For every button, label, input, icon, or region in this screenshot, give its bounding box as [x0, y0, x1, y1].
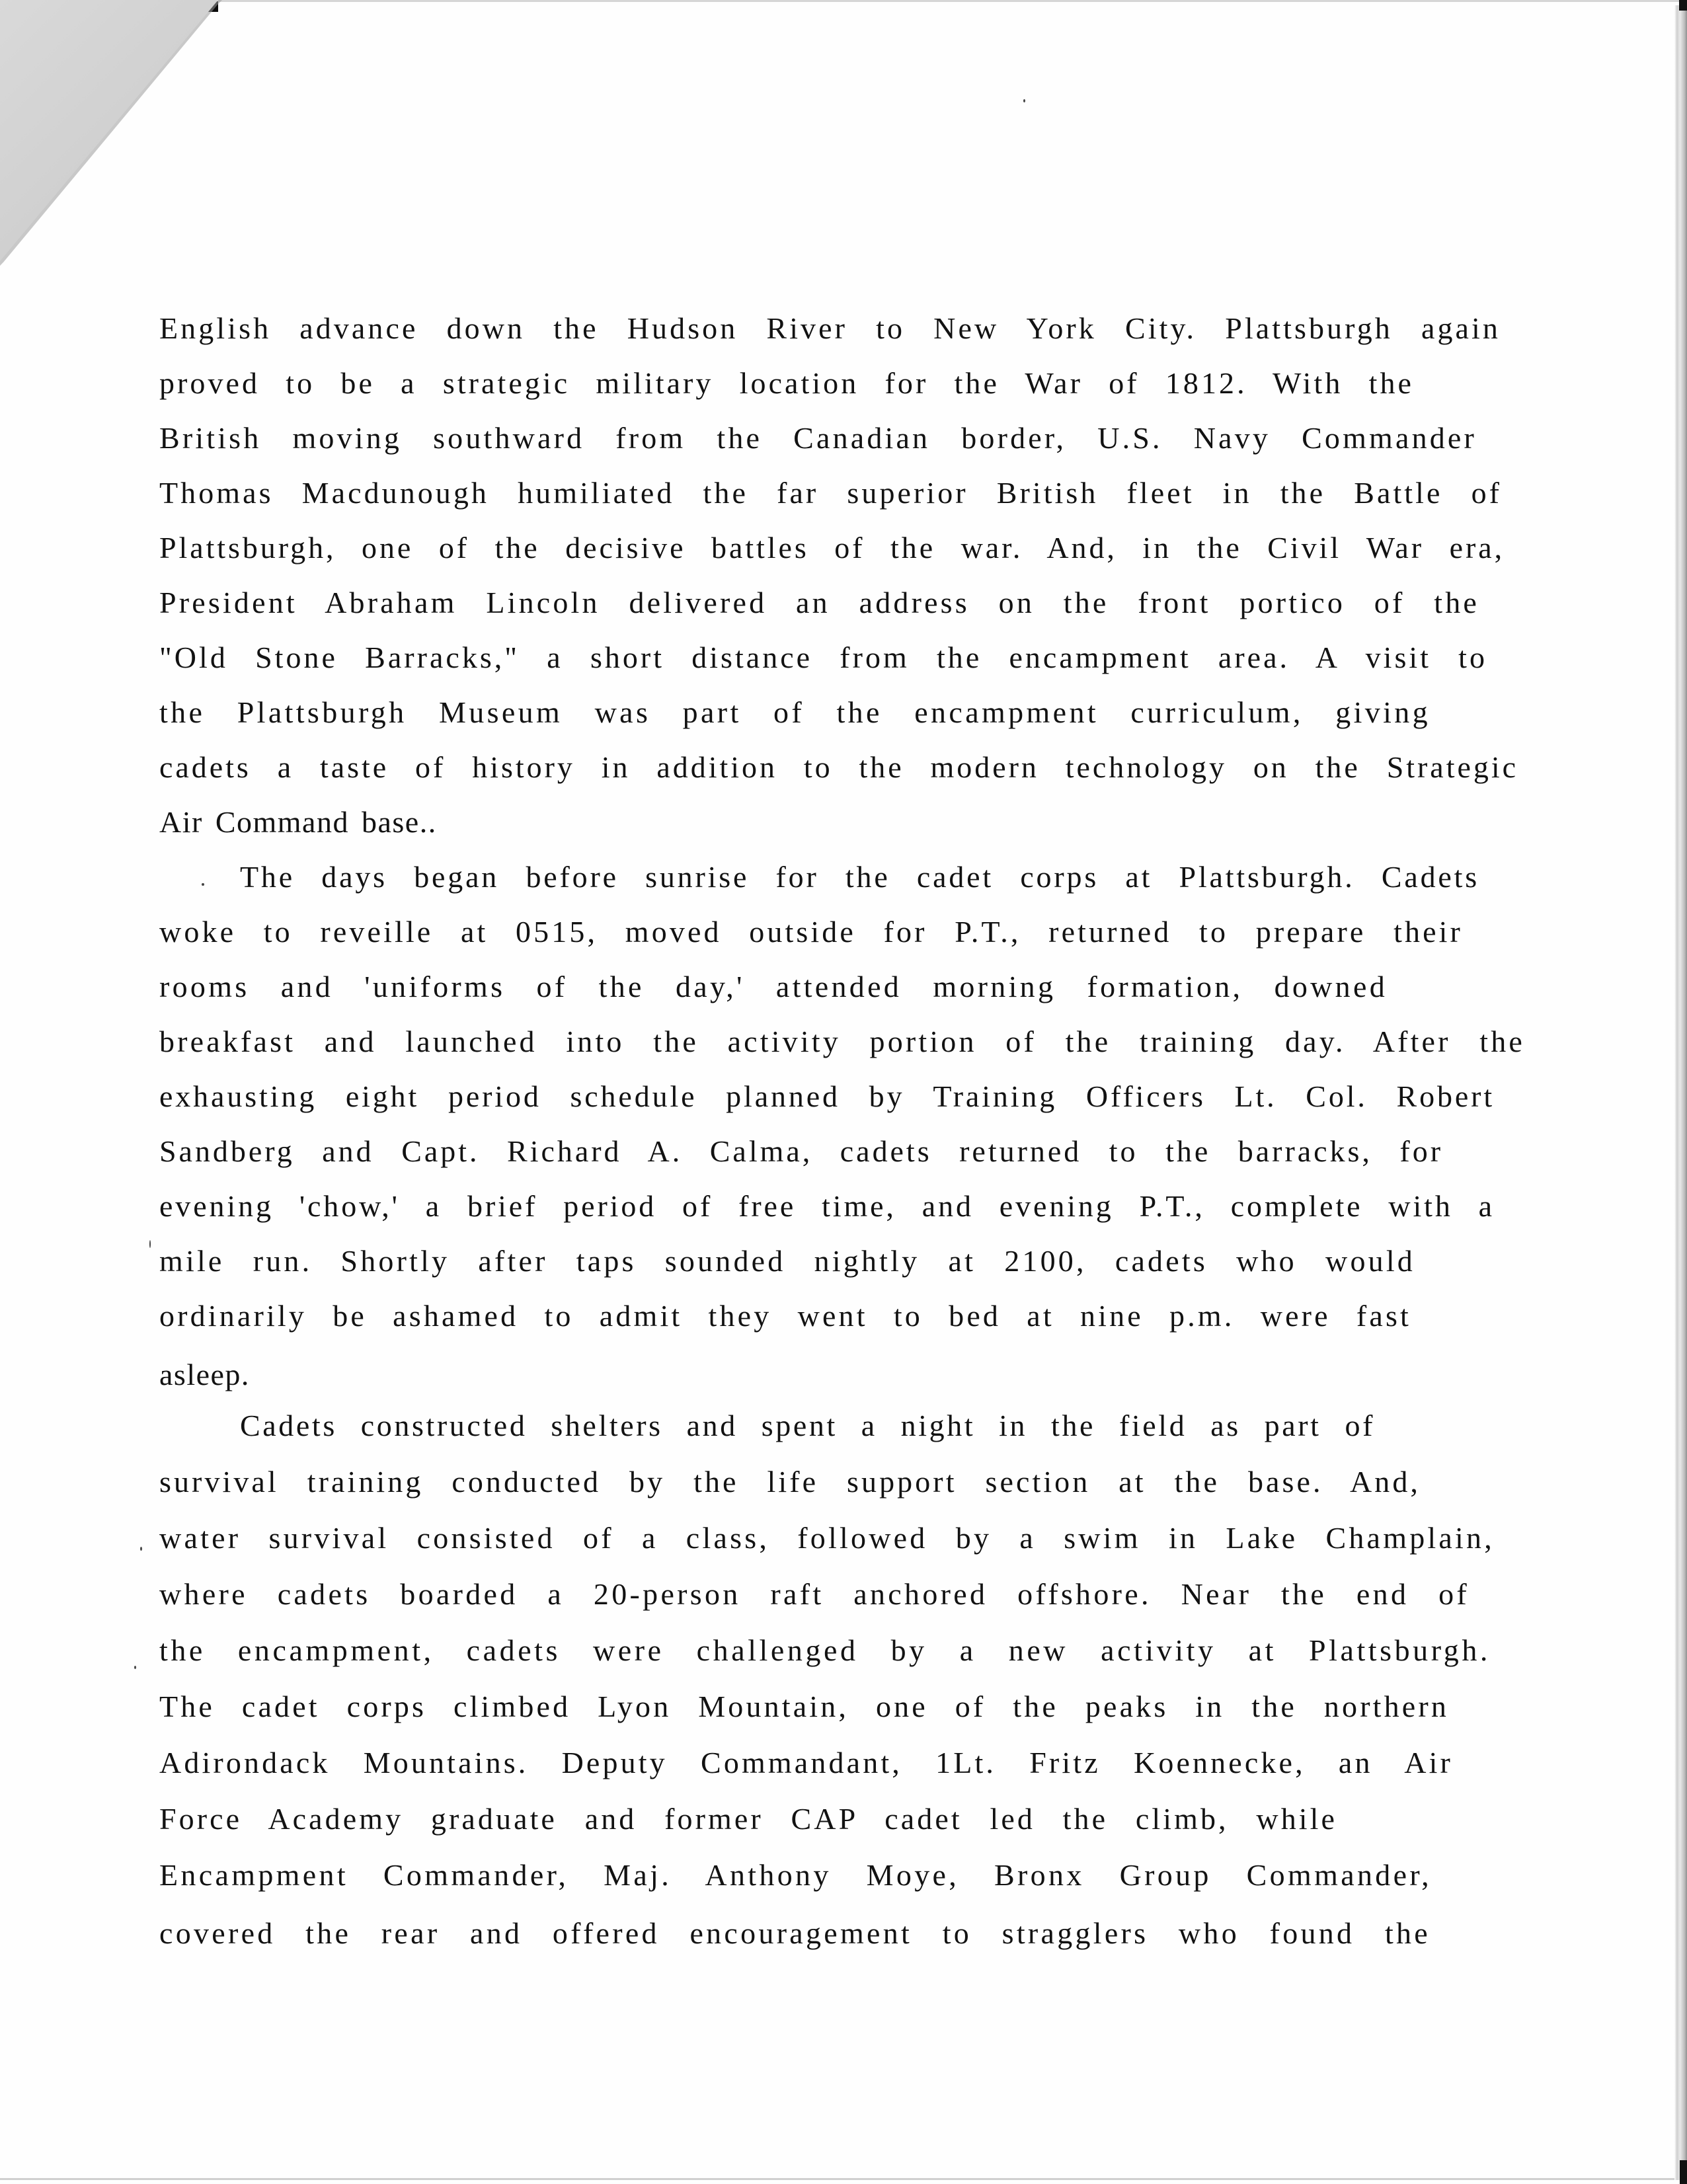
text-line: The days began before sunrise for the cadet corps at Plattsburgh. Cadets: [240, 860, 1479, 894]
text-line: President Abraham Lincoln delivered an address on the front portico of the: [159, 586, 1479, 619]
text-line: rooms and 'uniforms of the day,' attended morning formation, downed: [159, 970, 1388, 1003]
text-line: Plattsburgh, one of the decisive battles of the war. And, in the Civil War era,: [159, 531, 1505, 565]
text-line: ordinarily be ashamed to admit they went to bed at nine p.m. were fast: [159, 1299, 1411, 1333]
text-line: cadets a taste of history in addition to the modern technology on the Strategic: [159, 750, 1518, 784]
text-line: the encampment, cadets were challenged by a new activity at Plattsburgh.: [159, 1633, 1491, 1667]
text-line: breakfast and launched into the activity portion of the training day. After the: [159, 1025, 1525, 1058]
text-line: survival training conducted by the life support section at the base. And,: [159, 1465, 1421, 1499]
text-line: covered the rear and offered encouragement to stragglers who found the: [159, 1916, 1431, 1950]
text-line: asleep.: [159, 1358, 250, 1391]
text-line: evening 'chow,' a brief period of free time, and evening P.T., complete with a: [159, 1189, 1495, 1223]
text-line: proved to be a strategic military location for the War of 1812. With the: [159, 366, 1414, 400]
text-line: the Plattsburgh Museum was part of the encampment curriculum, giving: [159, 695, 1431, 729]
text-line: Encampment Commander, Maj. Anthony Moye, Bronx Group Commander,: [159, 1858, 1432, 1892]
text-line: woke to reveille at 0515, moved outside for P.T., returned to prepare their: [159, 915, 1463, 949]
text-line: British moving southward from the Canadian border, U.S. Navy Commander: [159, 421, 1477, 455]
text-line: English advance down the Hudson River to New York City. Plattsburgh again: [159, 311, 1501, 345]
text-line: Thomas Macdunough humiliated the far superior British fleet in the Battle of: [159, 476, 1502, 510]
text-line: Cadets constructed shelters and spent a night in the field as part of: [240, 1409, 1375, 1442]
text-line: Adirondack Mountains. Deputy Commandant, 1Lt. Fritz Koennecke, an Air: [159, 1746, 1453, 1779]
text-line: where cadets boarded a 20-person raft anchored offshore. Near the end of: [159, 1577, 1470, 1611]
text-line: mile run. Shortly after taps sounded nightly at 2100, cadets who would: [159, 1244, 1415, 1278]
text-line: Sandberg and Capt. Richard A. Calma, cadets returned to the barracks, for: [159, 1134, 1443, 1168]
text-line: Air Command base..: [159, 805, 437, 839]
text-line: water survival consisted of a class, followed by a swim in Lake Champlain,: [159, 1521, 1495, 1555]
text-line: exhausting eight period schedule planned by Training Officers Lt. Col. Robert: [159, 1079, 1495, 1113]
text-line: Force Academy graduate and former CAP cadet led the climb, while: [159, 1802, 1337, 1836]
text-line: The cadet corps climbed Lyon Mountain, one of the peaks in the northern: [159, 1690, 1449, 1723]
text-line: "Old Stone Barracks," a short distance from the encampment area. A visit to: [159, 641, 1487, 674]
